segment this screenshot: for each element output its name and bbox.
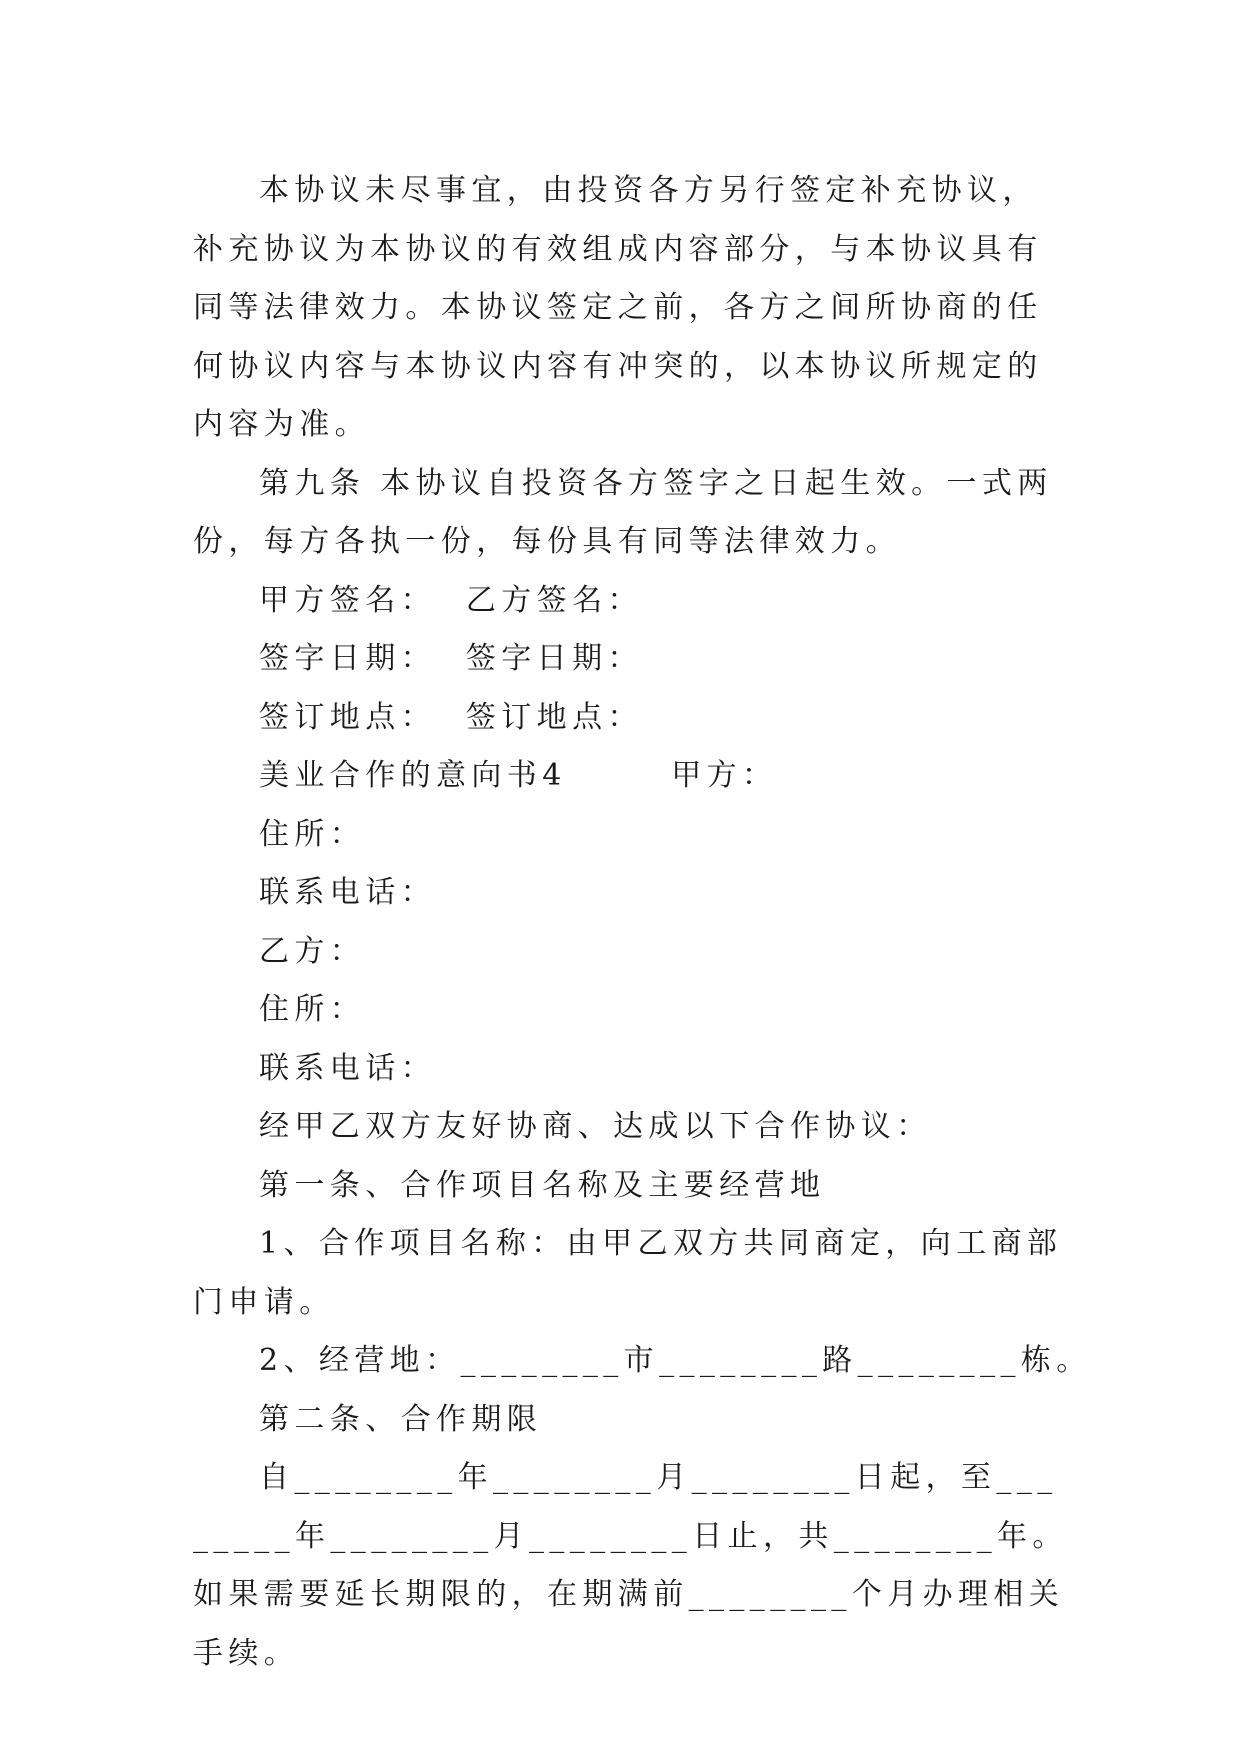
paragraph-article-nine: 第九条 本协议自投资各方签字之日起生效。一式两份，每方各执一份，每份具有同等法律效力。 bbox=[193, 465, 1053, 559]
cooperation-term-clause: 自________年________月________日起，至________年________月________日止，共________年。如果需要延长期限的，在期满前________个月办理相关手续。 bbox=[193, 1460, 1068, 1671]
signing-place-line: 签订地点： 签订地点： bbox=[259, 699, 643, 735]
party-b-phone: 联系电话： bbox=[259, 1050, 436, 1086]
article-two-heading: 第二条、合作期限 bbox=[259, 1401, 543, 1437]
article-one-heading: 第一条、合作项目名称及主要经营地 bbox=[259, 1167, 826, 1203]
letter-of-intent-heading: 美业合作的意向书4 甲方： bbox=[259, 758, 778, 793]
party-a-address: 住所： bbox=[259, 816, 366, 852]
party-a-phone: 联系电话： bbox=[259, 875, 436, 910]
business-location-clause: 2、经营地：________市________路________栋。 bbox=[259, 1343, 1092, 1378]
party-b-address: 住所： bbox=[259, 992, 366, 1027]
agreement-intro: 经甲乙双方友好协商、达成以下合作协议： bbox=[259, 1109, 932, 1144]
project-name-clause: 1、合作项目名称：由甲乙双方共同商定，向工商部门申请。 bbox=[193, 1226, 1063, 1320]
party-b-label: 乙方： bbox=[259, 933, 366, 969]
signing-date-line: 签字日期： 签字日期： bbox=[259, 641, 643, 676]
document-body bbox=[193, 162, 1092, 1683]
signature-line: 甲方签名： 乙方签名： bbox=[259, 582, 643, 618]
paragraph-supplementary-agreement: 本协议未尽事宜，由投资各方另行签定补充协议，补充协议为本协议的有效组成内容部分，与本协议具有同等法律效力。本协议签定之前，各方之间所协商的任何协议内容与本协议内容有冲突的，以本协议所规定的内容为准。 bbox=[193, 173, 1043, 442]
